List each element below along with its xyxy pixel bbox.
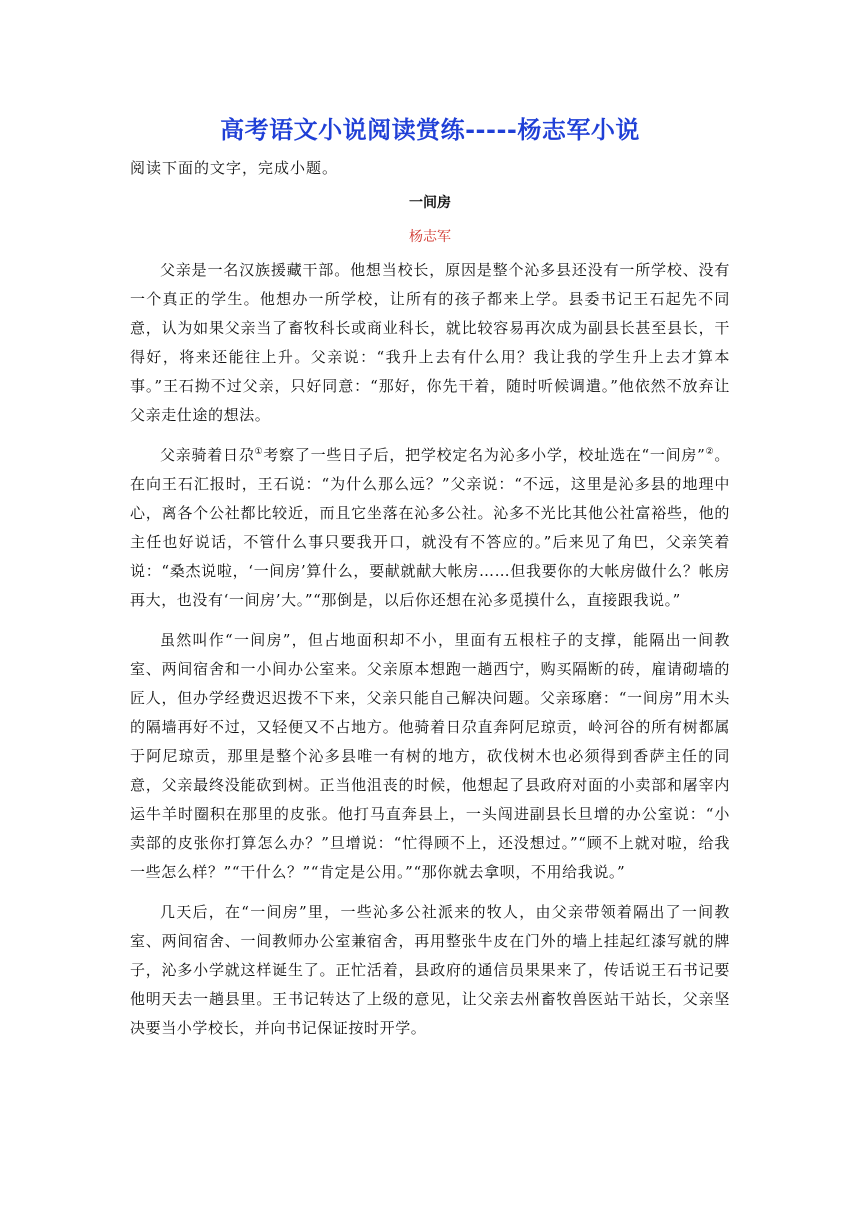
- story-author: 杨志军: [409, 229, 451, 245]
- footnote-marker-2: ②: [705, 447, 715, 457]
- story-title: 一间房: [409, 195, 451, 211]
- paragraph-2: [130, 441, 730, 615]
- paragraph-2-part-b: 考察了一些日子后，把学校定名为沁多小学，校址选在“一间房”: [263, 446, 706, 464]
- story-body: [130, 256, 730, 1054]
- instruction-text: 阅读下面的文字，完成小题。: [130, 159, 339, 177]
- footnote-marker-1: ①: [254, 447, 264, 457]
- paragraph-2-part-c: 。在向王石汇报时，王石说：“为什么那么远？”父亲说：“不远，这里是沁多县的地理中心，离各个公社都比较近，而且它坐落在沁多公社。沁多不光比其他公社富裕些，他的主任也好说话，不管什么事只要我开口，就没有不答应的。”后来见了角巴，父亲笑着说：“桑杰说啦，‘一间房’算什么，要献就献大帐房……但我要你的大帐房做什么？帐房再大，也没有‘一间房’大。”“那倒是，以后你还想在沁多觅摸什么，直接跟我说。”: [130, 446, 730, 609]
- paragraph-3: 虽然叫作“一间房”，但占地面积却不小，里面有五根柱子的支撑，能隔出一间教室、两间宿舍和一小间办公室来。父亲原本想跑一趟西宁，购买隔断的砖，雇请砌墙的匠人，但办学经费迟迟拨不下来，父亲只能自己解决问题。父亲琢磨：“一间房”用木头的隔墙再好不过，又轻便又不占地方。他骑着日尕直奔阿尼琼贡，岭河谷的所有树都属于阿尼琼贡，那里是整个沁多县唯一有树的地方，砍伐树木也必须得到香萨主任的同意，父亲最终没能砍到树。正当他沮丧的时候，他想起了县政府对面的小卖部和屠宰内运牛羊时圈积在那里的皮张。他打马直奔县上，一头闯进副县长旦增的办公室说：“小卖部的皮张你打算怎么办？”旦增说：“忙得顾不上，还没想过。”“顾不上就对啦，给我一些怎么样？”“干什么？”“肯定是公用。”“那你就去拿呗，不用给我说。”: [130, 631, 730, 881]
- paragraph-4: 几天后，在“一间房”里，一些沁多公社派来的牧人，由父亲带领着隔出了一间教室、两间宿舍、一间教师办公室兼宿舍，再用整张牛皮在门外的墙上挂起红漆写就的牌子，沁多小学就这样诞生了。正忙活着，县政府的通信员果果来了，传话说王石书记要他明天去一趟县里。王书记转达了上级的意见，让父亲去州畜牧兽医站干站长，父亲坚决要当小学校长，并向书记保证按时开学。: [130, 903, 730, 1037]
- paragraph-1: 父亲是一名汉族援藏干部。他想当校长，原因是整个沁多县还没有一所学校、没有一个真正的学生。他想办一所学校，让所有的孩子都来上学。县委书记王石起先不同意，认为如果父亲当了畜牧科长或商业科长，就比较容易再次成为副县长甚至县长，干得好，将来还能往上升。父亲说：“我升上去有什么用？我让我的学生升上去才算本事。”王石拗不过父亲，只好同意：“那好，你先干着，随时听候调遣。”他依然不放弃让父亲走仕途的想法。: [130, 261, 730, 424]
- document-title: 高考语文小说阅读赏练-----杨志军小说: [220, 116, 640, 144]
- paragraph-2-part-a: 父亲骑着日尕: [160, 446, 255, 464]
